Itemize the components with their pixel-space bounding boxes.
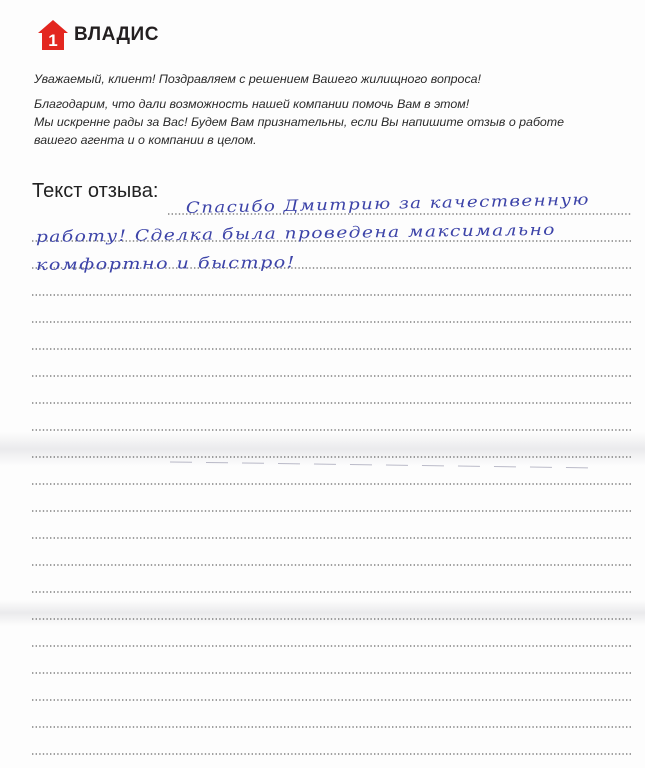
brand-name: ВЛАДИС xyxy=(74,24,159,45)
greeting: Уважаемый, клиент! Поздравляем с решением Вашего жилищного вопроса! xyxy=(34,72,481,86)
handwritten-line: работу! Сделка была проведена максимально xyxy=(35,221,470,246)
logo-mark-digit: 1 xyxy=(48,31,58,50)
review-heading: Текст отзыва: xyxy=(32,180,159,202)
handwritten-line: Спасибо Дмитрию за качественную xyxy=(185,191,530,217)
handwritten-line: комфортно и быстро! xyxy=(35,253,247,274)
intro-line: вашего агента и о компании в целом. xyxy=(34,133,257,147)
intro-line: Мы искренне рады за Вас! Будем Вам признательны, если Вы напишите отзыв о работе xyxy=(34,115,565,129)
intro-line: Благодарим, что дали возможность нашей компании помочь Вам в этом! xyxy=(34,97,470,111)
